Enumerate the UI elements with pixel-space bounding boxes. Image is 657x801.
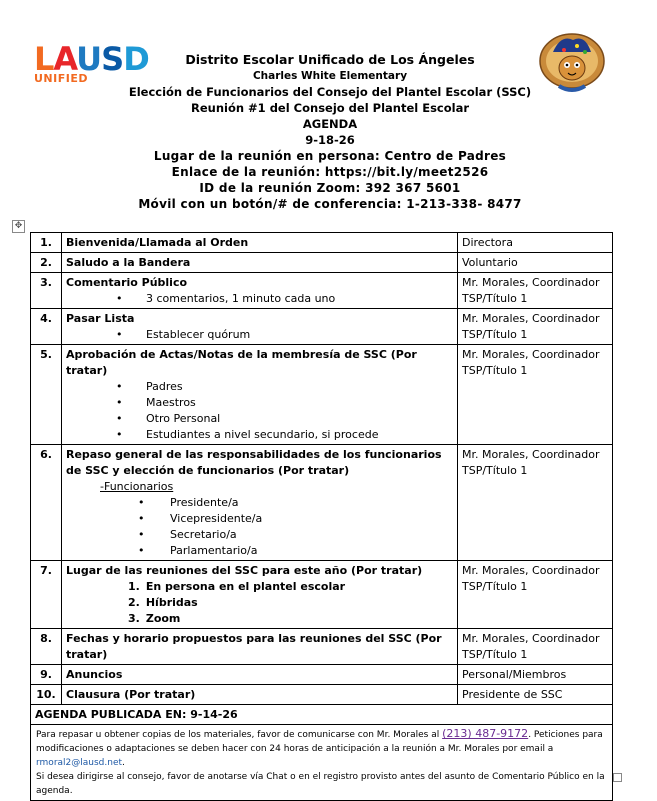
- published-date: AGENDA PUBLICADA EN: 9-14-26: [31, 705, 613, 725]
- table-row: [31, 705, 613, 725]
- list-item: • Estudiantes a nivel secundario, si procede: [66, 427, 453, 443]
- row-item: [62, 561, 458, 629]
- item-title: Comentario Público: [66, 276, 188, 289]
- item-title: Repaso general de las responsabilidades de los funcionarios de SSC y elección de funcionarios (Por tratar): [66, 448, 442, 477]
- row-presenter: Presidente de SSC: [458, 685, 613, 705]
- footer-notes: [31, 725, 613, 801]
- table-row: [31, 685, 613, 705]
- list-item: • 3 comentarios, 1 minuto cada uno: [66, 291, 453, 307]
- footer-note: . Peticiones para modificaciones o adaptaciones se deben hacer con 24 horas de anticipación a la reunión a Mr. Morales por email a: [36, 730, 603, 754]
- list-item: • Padres: [66, 379, 453, 395]
- item-title: Anuncios: [66, 668, 123, 681]
- row-number: 5.: [31, 345, 62, 445]
- row-item: [62, 445, 458, 561]
- table-row: [31, 665, 613, 685]
- row-item: [62, 629, 458, 665]
- row-presenter: Personal/Miembros: [458, 665, 613, 685]
- table-row: [31, 345, 613, 445]
- row-item: [62, 345, 458, 445]
- table-row: [31, 273, 613, 309]
- row-number: 1.: [31, 233, 62, 253]
- table-row: [31, 561, 613, 629]
- school-mascot-logo: [537, 28, 607, 98]
- zoom-id: ID de la reunión Zoom: 392 367 5601: [199, 181, 461, 195]
- row-number: 9.: [31, 665, 62, 685]
- agenda-title: AGENDA: [302, 117, 358, 131]
- list-item: 3. Zoom: [128, 612, 181, 625]
- item-title: Bienvenida/Llamada al Orden: [66, 236, 249, 249]
- row-item: [62, 233, 458, 253]
- item-title: Fechas y horario propuestos para las reuniones del SSC (Por tratar): [66, 632, 442, 661]
- list-item: 2. Híbridas: [128, 596, 198, 609]
- election-title: Elección de Funcionarios del Consejo del Plantel Escolar (SSC): [128, 85, 532, 99]
- item-title: Clausura (Por tratar): [66, 688, 196, 701]
- row-presenter: Mr. Morales, Coordinador TSP/Título 1: [458, 309, 613, 345]
- conference-phone: Móvil con un botón/# de conferencia: 1-213-338- 8477: [138, 197, 522, 211]
- row-item: [62, 665, 458, 685]
- row-presenter: Directora: [458, 233, 613, 253]
- meeting-date: 9-18-26: [305, 133, 355, 147]
- phone-link[interactable]: (213) 487-9172: [442, 727, 529, 740]
- list-item: • Presidente/a: [66, 495, 453, 511]
- table-row: [31, 445, 613, 561]
- list-item: 1. En persona en el plantel escolar: [128, 580, 346, 593]
- row-item: [62, 685, 458, 705]
- row-number: 4.: [31, 309, 62, 345]
- row-number: 7.: [31, 561, 62, 629]
- row-presenter: Voluntario: [458, 253, 613, 273]
- table-resize-handle[interactable]: [613, 773, 622, 782]
- meeting-link: Enlace de la reunión: https://bit.ly/meet2526: [171, 165, 489, 179]
- table-row: [31, 253, 613, 273]
- item-title: Lugar de las reuniones del SSC para este año (Por tratar): [66, 564, 423, 577]
- list-item: • Establecer quórum: [66, 327, 453, 343]
- row-presenter: Mr. Morales, Coordinador TSP/Título 1: [458, 273, 613, 309]
- table-move-handle-icon[interactable]: ✥: [12, 220, 25, 233]
- item-title: Pasar Lista: [66, 312, 135, 325]
- list-item: • Otro Personal: [66, 411, 453, 427]
- table-row: [31, 725, 613, 801]
- list-item: • Parlamentario/a: [66, 543, 453, 559]
- item-title: Saludo a la Bandera: [66, 256, 191, 269]
- row-item: [62, 273, 458, 309]
- item-title: Aprobación de Actas/Notas de la membresía de SSC (Por tratar): [66, 348, 417, 377]
- list-item: • Secretario/a: [66, 527, 453, 543]
- row-number: 8.: [31, 629, 62, 665]
- row-number: 10.: [31, 685, 62, 705]
- row-item: [62, 309, 458, 345]
- table-row: [31, 629, 613, 665]
- school-name: Charles White Elementary: [252, 70, 408, 82]
- row-presenter: Mr. Morales, Coordinador TSP/Título 1: [458, 561, 613, 629]
- agenda-table: [30, 232, 613, 801]
- footer-note: .: [122, 758, 125, 768]
- lausd-logo: LAUSD UNIFIED: [34, 40, 149, 85]
- row-presenter: Mr. Morales, Coordinador TSP/Título 1: [458, 629, 613, 665]
- row-item: [62, 253, 458, 273]
- agenda-header: [120, 52, 540, 212]
- table-row: [31, 233, 613, 253]
- footer-note: Para repasar u obtener copias de los materiales, favor de comunicarse con Mr. Morales al: [36, 730, 440, 740]
- row-presenter: Mr. Morales, Coordinador TSP/Título 1: [458, 345, 613, 445]
- row-number: 3.: [31, 273, 62, 309]
- list-item: • Maestros: [66, 395, 453, 411]
- row-presenter: Mr. Morales, Coordinador TSP/Título 1: [458, 445, 613, 561]
- table-row: [31, 309, 613, 345]
- meeting-location: Lugar de la reunión en persona: Centro de Padres: [153, 149, 507, 163]
- row-number: 2.: [31, 253, 62, 273]
- list-item: • Vicepresidente/a: [66, 511, 453, 527]
- item-sublabel: -Funcionarios: [100, 480, 174, 493]
- email-link[interactable]: rmoral2@lausd.net: [36, 758, 123, 768]
- row-number: 6.: [31, 445, 62, 561]
- footer-note: Si desea dirigirse al consejo, favor de anotarse vía Chat o en el registro provisto antes del asunto de Comentario Público en la agenda.: [36, 772, 605, 796]
- meeting-title: Reunión #1 del Consejo del Plantel Escolar: [190, 101, 470, 115]
- district-name: Distrito Escolar Unificado de Los Ángeles: [185, 52, 475, 67]
